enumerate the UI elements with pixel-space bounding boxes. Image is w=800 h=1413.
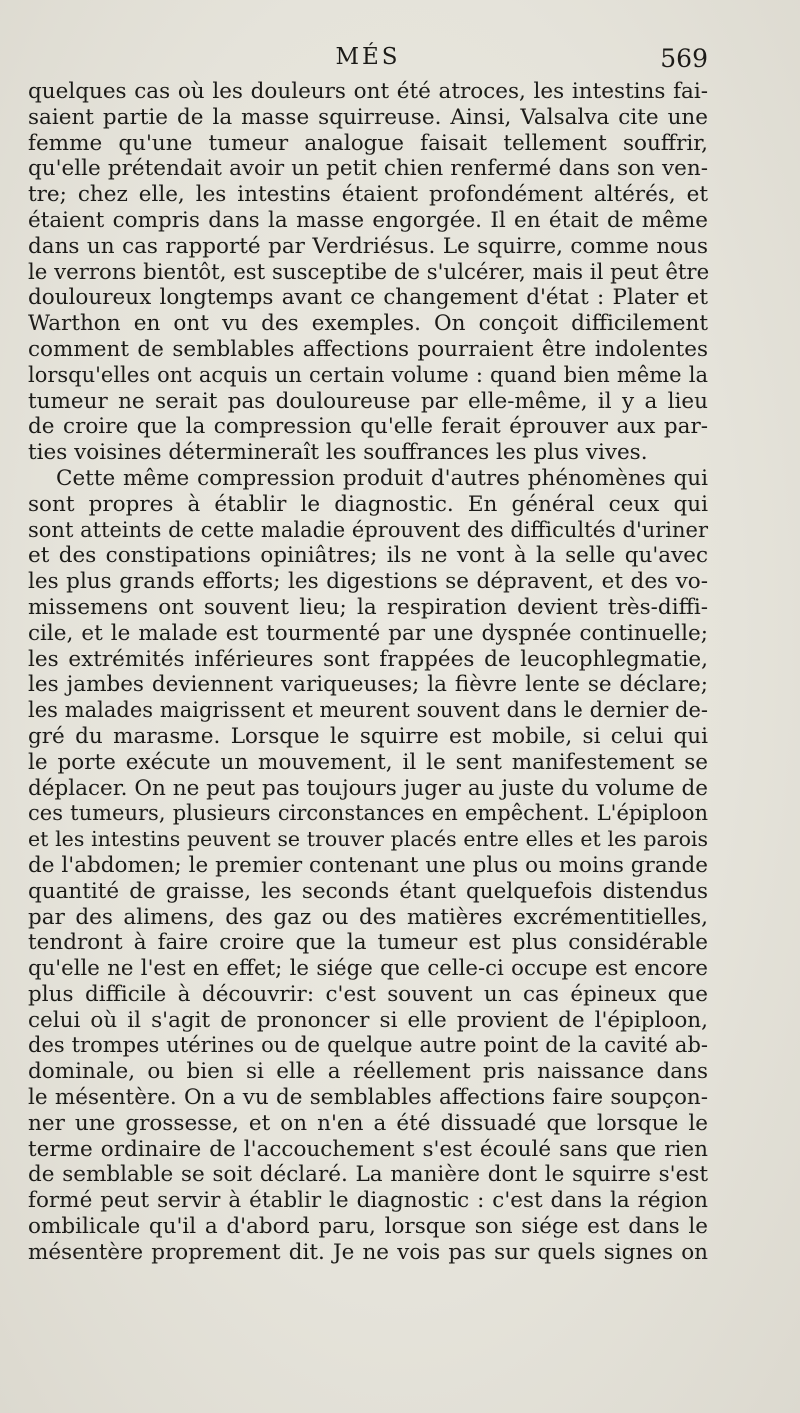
text-line: quelques cas où les douleurs ont été atroces, les intestins fai- bbox=[28, 79, 708, 104]
text-line: étaient compris dans la masse engorgée. Il en était de même bbox=[28, 207, 708, 233]
text-line: les extrémités inférieures sont frappées de leucophlegmatie, bbox=[28, 646, 708, 672]
text-line: douloureux longtemps avant ce changement d'état : Plater et bbox=[28, 285, 708, 311]
text-line: celui où il s'agit de prononcer si elle provient de l'épiploon, bbox=[28, 1007, 708, 1033]
running-head: MÉS bbox=[335, 44, 401, 70]
text-line: plus difficile à découvrir: c'est souvent un cas épineux que bbox=[28, 981, 708, 1007]
text-line: de semblable se soit déclaré. La manière dont le squirre s'est bbox=[28, 1162, 708, 1188]
text-line: les jambes deviennent variqueuses; la fièvre lente se déclare; bbox=[28, 672, 708, 698]
text-line: femme qu'une tumeur analogue faisait tellement souffrir, bbox=[28, 130, 708, 156]
text-line: tumeur ne serait pas douloureuse par elle-même, il y a lieu bbox=[28, 388, 708, 414]
text-line: comment de semblables affections pourraient être indolentes bbox=[28, 336, 708, 362]
text-line: tre; chez elle, les intestins étaient profondément altérés, et bbox=[28, 182, 708, 208]
text-line: les plus grands efforts; les digestions se dépravent, et des vo- bbox=[28, 569, 708, 595]
text-line: saient partie de la masse squirreuse. Ainsi, Valsalva cite une bbox=[28, 104, 708, 130]
text-line: et les intestins peuvent se trouver placés entre elles et les parois bbox=[28, 827, 708, 852]
text-line: qu'elle ne l'est en effet; le siége que celle-ci occupe est encore bbox=[28, 956, 708, 982]
text-line: de l'abdomen; le premier contenant une plus ou moins grande bbox=[28, 852, 708, 878]
text-line: dominale, ou bien si elle a réellement pris naissance dans bbox=[28, 1059, 708, 1085]
text-line: sont propres à établir le diagnostic. En général ceux qui bbox=[28, 491, 708, 517]
body-text bbox=[28, 79, 708, 1266]
text-line: ces tumeurs, plusieurs circonstances en empêchent. L'épiploon bbox=[28, 801, 708, 826]
text-line: le porte exécute un mouvement, il le sent manifestement se bbox=[28, 749, 708, 775]
text-line: formé peut servir à établir le diagnostic : c'est dans la région bbox=[28, 1188, 708, 1214]
text-line: dans un cas rapporté par Verdriésus. Le squirre, comme nous bbox=[28, 233, 708, 259]
text-line: par des alimens, des gaz ou des matières excrémentitielles, bbox=[28, 904, 708, 930]
text-line: ombilicale qu'il a d'abord paru, lorsque son siége est dans le bbox=[28, 1214, 708, 1240]
text-line: le verrons bientôt, est susceptibe de s'ulcérer, mais il peut être bbox=[28, 259, 710, 285]
text-line: et des constipations opiniâtres; ils ne vont à la selle qu'avec bbox=[28, 543, 708, 569]
text-line: Warthon en ont vu des exemples. On conçoit difficilement bbox=[28, 311, 708, 337]
text-line: cile, et le malade est tourmenté par une dyspnée continuelle; bbox=[28, 620, 708, 646]
text-line: lorsqu'elles ont acquis un certain volume : quand bien même la bbox=[28, 362, 708, 387]
text-line: le mésentère. On a vu de semblables affections faire soupçon- bbox=[28, 1085, 708, 1111]
text-line: sont atteints de cette maladie éprouvent des difficultés d'uriner bbox=[28, 517, 708, 542]
text-line: des trompes utérines ou de quelque autre point de la cavité ab- bbox=[28, 1033, 708, 1058]
page-header bbox=[28, 44, 708, 78]
text-line: ner une grossesse, et on n'en a été dissuadé que lorsque le bbox=[28, 1110, 708, 1136]
text-line: ties voisines détermineraît les souffrances les plus vives. bbox=[28, 440, 648, 466]
text-line: qu'elle prétendait avoir un petit chien renfermé dans son ven- bbox=[28, 156, 708, 182]
page-number: 569 bbox=[660, 44, 708, 73]
text-line: terme ordinaire de l'accouchement s'est écoulé sans que rien bbox=[28, 1136, 708, 1162]
text-line: les malades maigrissent et meurent souvent dans le dernier de- bbox=[28, 698, 708, 723]
text-line: mésentère proprement dit. Je ne vois pas sur quels signes on bbox=[28, 1239, 708, 1265]
text-line: de croire que la compression qu'elle ferait éprouver aux par- bbox=[28, 414, 708, 440]
text-line: déplacer. On ne peut pas toujours juger au juste du volume de bbox=[28, 775, 708, 801]
text-line: Cette même compression produit d'autres phénomènes qui bbox=[56, 465, 708, 491]
text-line: quantité de graisse, les seconds étant quelquefois distendus bbox=[28, 878, 708, 904]
text-line: tendront à faire croire que la tumeur est plus considérable bbox=[28, 930, 708, 956]
text-line: missemens ont souvent lieu; la respiration devient très-diffi- bbox=[28, 594, 708, 620]
text-line: gré du marasme. Lorsque le squirre est mobile, si celui qui bbox=[28, 723, 708, 749]
